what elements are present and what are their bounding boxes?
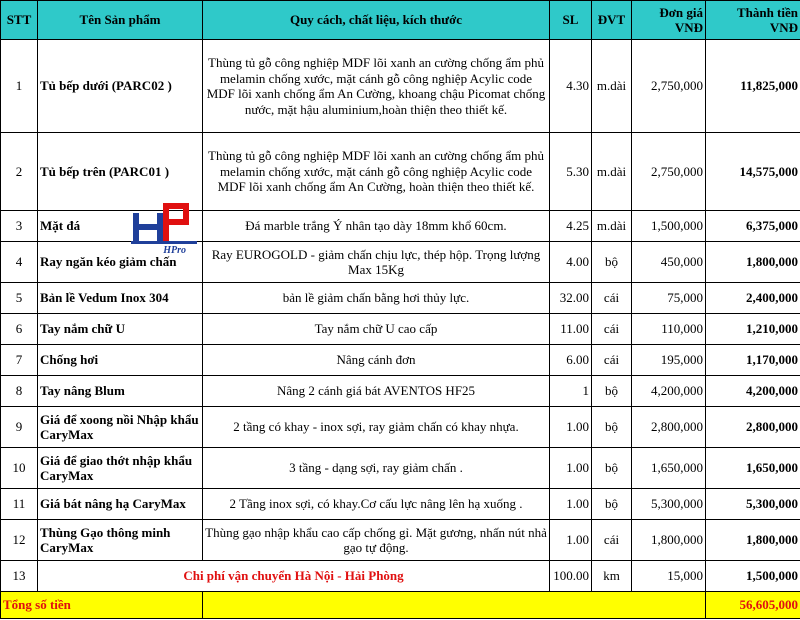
row-unit-price: 5,300,000: [632, 489, 706, 520]
table-row: [1, 314, 800, 345]
row-quantity: 5.30: [550, 133, 592, 211]
shipping-label: Chi phí vận chuyển Hà Nội - Hải Phòng: [38, 561, 550, 592]
row-unit: bộ: [592, 242, 632, 283]
row-line-total: 5,300,000: [706, 489, 800, 520]
row-quantity: 4.30: [550, 40, 592, 133]
row-unit: bộ: [592, 448, 632, 489]
row-quantity: 11.00: [550, 314, 592, 345]
row-stt: 11: [1, 489, 38, 520]
row-stt: 6: [1, 314, 38, 345]
row-unit-price: 2,750,000: [632, 133, 706, 211]
row-product-name: Ray ngăn kéo giảm chấn: [38, 242, 203, 283]
row-unit: m.dài: [592, 40, 632, 133]
row-unit: cái: [592, 520, 632, 561]
shipping-row: [1, 561, 800, 592]
row-unit-price: 4,200,000: [632, 376, 706, 407]
row-product-name: Tủ bếp trên (PARC01 ): [38, 133, 203, 211]
shipping-line-total: 1,500,000: [706, 561, 800, 592]
row-line-total: 1,800,000: [706, 520, 800, 561]
row-unit: cái: [592, 345, 632, 376]
row-unit: bộ: [592, 376, 632, 407]
row-specification: Thùng gạo nhập khẩu cao cấp chống gỉ. Mặt gương, nhấn nút nhả gạo tự động.: [203, 520, 550, 561]
header-stt: STT: [1, 1, 38, 40]
hpro-logo: [130, 199, 200, 255]
row-quantity: 32.00: [550, 283, 592, 314]
row-stt: 10: [1, 448, 38, 489]
row-line-total: 2,800,000: [706, 407, 800, 448]
row-unit-price: 2,750,000: [632, 40, 706, 133]
row-quantity: 4.25: [550, 211, 592, 242]
row-quantity: 1.00: [550, 407, 592, 448]
row-product-name: Giá để xoong nồi Nhập khẩu CaryMax: [38, 407, 203, 448]
grand-total-spacer: [203, 592, 706, 619]
header-product-name: Tên Sản phẩm: [38, 1, 203, 40]
row-stt: 3: [1, 211, 38, 242]
row-line-total: 2,400,000: [706, 283, 800, 314]
row-specification: 3 tầng - dạng sợi, ray giảm chấn .: [203, 448, 550, 489]
row-specification: Thùng tủ gỗ công nghiệp MDF lõi xanh an cường chống ẩm phủ melamin chống xước, mặt cánh gỗ công nghiệp Acylic code MDF lõi xanh chống ẩm An Cường, hoàn thiện theo thiết kế.: [203, 133, 550, 211]
row-line-total: 14,575,000: [706, 133, 800, 211]
row-stt: 8: [1, 376, 38, 407]
row-unit-price: 1,800,000: [632, 520, 706, 561]
table-row: [1, 40, 800, 133]
row-unit-price: 75,000: [632, 283, 706, 314]
header-specification: Quy cách, chất liệu, kích thước: [203, 1, 550, 40]
header-unit: ĐVT: [592, 1, 632, 40]
row-line-total: 1,170,000: [706, 345, 800, 376]
header-line-total: Thành tiền VNĐ: [706, 1, 800, 40]
row-quantity: 1.00: [550, 448, 592, 489]
row-stt: 7: [1, 345, 38, 376]
row-quantity: 1: [550, 376, 592, 407]
row-specification: Ray EUROGOLD - giảm chấn chịu lực, thép hộp. Trọng lượng Max 15Kg: [203, 242, 550, 283]
row-line-total: 6,375,000: [706, 211, 800, 242]
row-unit-price: 1,500,000: [632, 211, 706, 242]
row-unit-price: 195,000: [632, 345, 706, 376]
table-row: [1, 211, 800, 242]
row-specification: Nâng 2 cánh giá bát AVENTOS HF25: [203, 376, 550, 407]
row-line-total: 1,800,000: [706, 242, 800, 283]
row-product-name: Tay nâng Blum: [38, 376, 203, 407]
row-quantity: 1.00: [550, 489, 592, 520]
table-row: [1, 489, 800, 520]
row-specification: bản lề giảm chấn bằng hơi thủy lực.: [203, 283, 550, 314]
row-specification: 2 tầng có khay - inox sợi, ray giảm chấn có khay nhựa.: [203, 407, 550, 448]
hpro-logo-text: HPro: [163, 245, 186, 255]
row-unit-price: 2,800,000: [632, 407, 706, 448]
table-row: [1, 407, 800, 448]
row-unit-price: 450,000: [632, 242, 706, 283]
row-product-name: Thùng Gạo thông minh CaryMax: [38, 520, 203, 561]
header-row: [1, 1, 800, 40]
row-specification: Thùng tủ gỗ công nghiệp MDF lõi xanh an cường chống ẩm phủ melamin chống xước, mặt cánh gỗ công nghiệp Acylic code MDF lõi xanh chống ẩm An Cường, khoang chậu Picomat chống nước, mặt hậu aluminium,hoàn thiện theo thiết kế.: [203, 40, 550, 133]
row-line-total: 4,200,000: [706, 376, 800, 407]
row-product-name: Bản lề Vedum Inox 304: [38, 283, 203, 314]
row-stt: 5: [1, 283, 38, 314]
row-product-name: Tay nắm chữ U: [38, 314, 203, 345]
table-row: [1, 345, 800, 376]
table-row: [1, 376, 800, 407]
shipping-quantity: 100.00: [550, 561, 592, 592]
table-row: [1, 242, 800, 283]
row-product-name: Giá bát nâng hạ CaryMax: [38, 489, 203, 520]
row-product-name: Mặt đá: [38, 211, 203, 242]
header-quantity: SL: [550, 1, 592, 40]
shipping-unit: km: [592, 561, 632, 592]
grand-total-value: 56,605,000: [706, 592, 800, 619]
row-unit-price: 110,000: [632, 314, 706, 345]
row-line-total: 1,210,000: [706, 314, 800, 345]
row-quantity: 6.00: [550, 345, 592, 376]
grand-total-label: Tổng số tiền: [1, 592, 203, 619]
row-product-name: Giá để giao thớt nhập khẩu CaryMax: [38, 448, 203, 489]
row-quantity: 4.00: [550, 242, 592, 283]
row-unit-price: 1,650,000: [632, 448, 706, 489]
row-specification: 2 Tầng inox sợi, có khay.Cơ cấu lực nâng lên hạ xuống .: [203, 489, 550, 520]
table-row: [1, 133, 800, 211]
row-unit: m.dài: [592, 211, 632, 242]
shipping-stt: 13: [1, 561, 38, 592]
row-unit: bộ: [592, 489, 632, 520]
row-specification: Nâng cánh đơn: [203, 345, 550, 376]
table-row: [1, 283, 800, 314]
grand-total-row: [1, 592, 800, 619]
row-specification: Đá marble trắng Ý nhân tạo dày 18mm khổ 60cm.: [203, 211, 550, 242]
row-line-total: 1,650,000: [706, 448, 800, 489]
table-row: [1, 448, 800, 489]
row-product-name: Tủ bếp dưới (PARC02 ): [38, 40, 203, 133]
row-unit: cái: [592, 314, 632, 345]
row-unit: cái: [592, 283, 632, 314]
header-unit-price: Đơn giá VNĐ: [632, 1, 706, 40]
row-line-total: 11,825,000: [706, 40, 800, 133]
row-quantity: 1.00: [550, 520, 592, 561]
row-stt: 4: [1, 242, 38, 283]
row-unit: bộ: [592, 407, 632, 448]
table-row: [1, 520, 800, 561]
row-stt: 1: [1, 40, 38, 133]
row-stt: 9: [1, 407, 38, 448]
row-product-name: Chống hơi: [38, 345, 203, 376]
row-stt: 12: [1, 520, 38, 561]
row-stt: 2: [1, 133, 38, 211]
shipping-unit-price: 15,000: [632, 561, 706, 592]
row-specification: Tay nắm chữ U cao cấp: [203, 314, 550, 345]
row-unit: m.dài: [592, 133, 632, 211]
